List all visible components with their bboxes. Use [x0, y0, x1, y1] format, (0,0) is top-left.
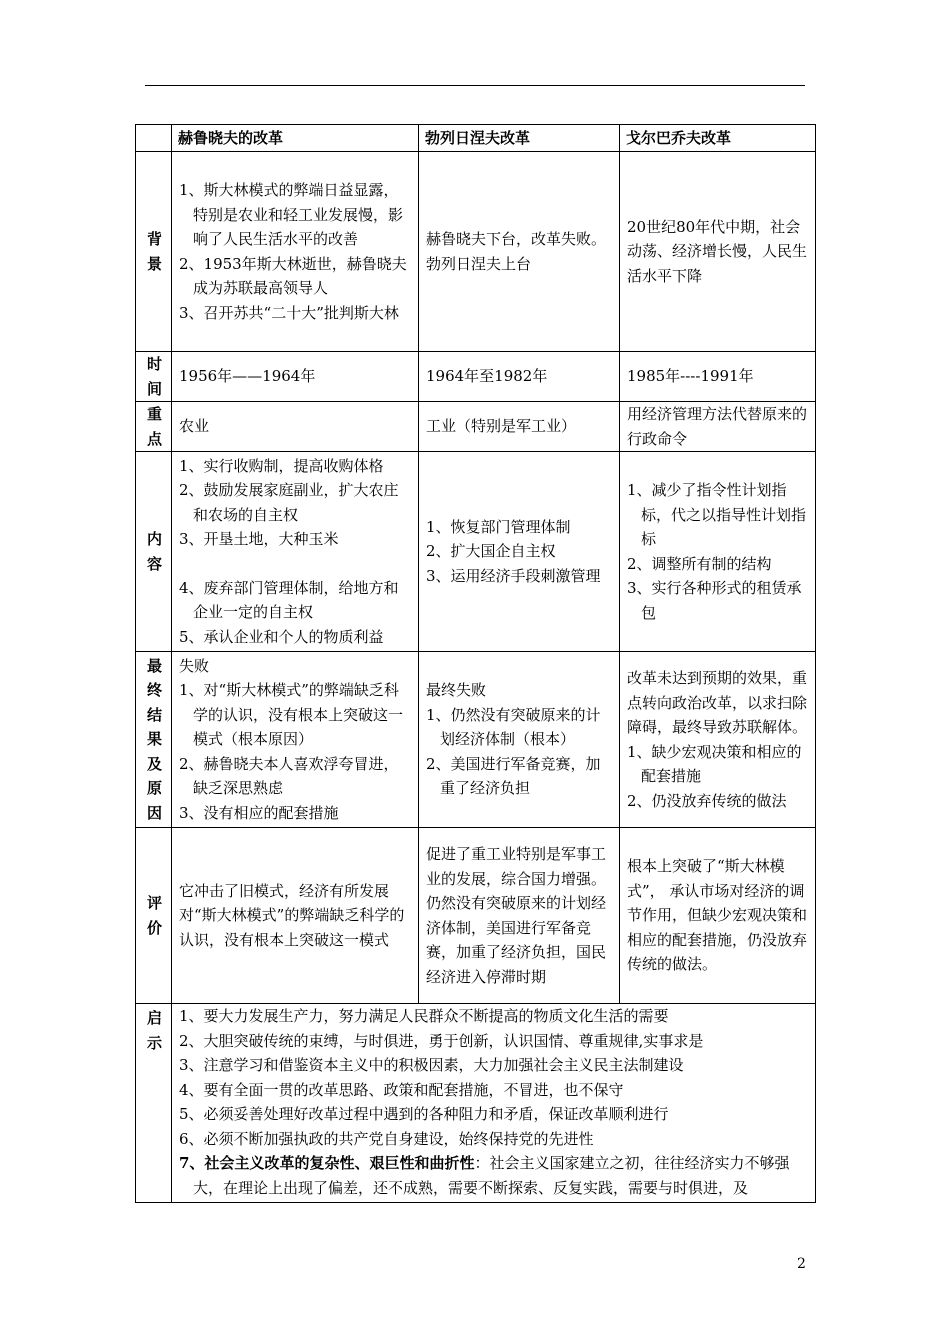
list-item: 3、实行各种形式的租赁承包 — [627, 579, 802, 622]
list-item: 1、缺少宏观决策和相应的配套措施 — [627, 742, 802, 785]
list-item: 1、对“斯大林模式”的弊端缺乏科学的认识，没有根本上突破这一模式（根本原因） — [179, 681, 404, 749]
background-brezhnev: 赫鲁晓夫下台，改革失败。勃列日涅夫上台 — [419, 152, 620, 352]
list-item: 1、减少了指令性计划指标，代之以指导性计划指标 — [627, 481, 807, 548]
table-header-row — [136, 125, 816, 152]
header-khrushchev: 赫鲁晓夫的改革 — [172, 125, 419, 152]
list-item: 3、运用经济手段刺激管理 — [426, 566, 601, 585]
result-gorbachev — [620, 652, 816, 828]
evaluation-gorbachev: 根本上突破了“斯大林模式”， 承认市场对经济的调节作用，但缺少宏观决策和相应的配套措施，仍没放弃传统的做法。 — [620, 828, 816, 1004]
list-item: 3、开垦土地，大种玉米 — [179, 530, 339, 549]
list-item: 1、恢复部门管理体制 — [426, 517, 571, 536]
row-content — [136, 452, 816, 652]
list-item: 2、调整所有制的结构 — [627, 554, 772, 573]
page-number: 2 — [797, 1256, 806, 1272]
header-gorbachev: 戈尔巴乔夫改革 — [620, 125, 816, 152]
label-time: 时间 — [136, 352, 172, 402]
label-background: 背景 — [136, 152, 172, 352]
lesson-item: 3、注意学习和借鉴资本主义中的积极因素，大力加强社会主义民主法制建设 — [179, 1056, 684, 1074]
row-background — [136, 152, 816, 352]
focus-brezhnev: 工业（特别是军工业） — [419, 402, 620, 452]
reform-comparison-table — [135, 124, 816, 1203]
focus-khrushchev: 农业 — [172, 402, 419, 452]
lesson-item: 4、要有全面一贯的改革思路、政策和配套措施，不冒进，也不保守 — [179, 1080, 624, 1099]
list-item: 2、仍没放弃传统的做法 — [627, 791, 787, 810]
header-rule — [145, 85, 805, 86]
label-lessons: 启示 — [136, 1004, 172, 1203]
row-lessons — [136, 1004, 816, 1203]
list-item: 失败 — [179, 656, 210, 675]
background-khrushchev — [172, 152, 419, 352]
result-khrushchev — [172, 652, 419, 828]
header-blank — [136, 125, 172, 152]
list-item: 5、承认企业和个人的物质利益 — [179, 627, 384, 646]
list-item: 3、没有相应的配套措施 — [179, 803, 339, 822]
list-item: 1、斯大林模式的弊端日益显露，特别是农业和轻工业发展慢，影响了人民生活水平的改善 — [179, 181, 404, 248]
list-item: 1、实行收购制，提高收购体格 — [179, 456, 384, 475]
list-item: 最终失败 — [426, 681, 487, 700]
time-brezhnev: 1964年至1982年 — [419, 352, 620, 402]
list-item: 2、赫鲁晓夫本人喜欢浮夸冒进，缺乏深思熟虑 — [179, 754, 399, 798]
header-brezhnev: 勃列日涅夫改革 — [419, 125, 620, 152]
time-gorbachev: 1985年----1991年 — [620, 352, 816, 402]
list-item: 3、召开苏共“二十大”批判斯大林 — [179, 303, 399, 322]
list-item: 它冲击了旧模式，经济有所发展 — [179, 881, 390, 900]
spacer — [179, 552, 413, 576]
label-content: 内容 — [136, 452, 172, 652]
lesson-7-text: ：社会主义国家建立之初，往往经济实力不够强大，在理论上出现了偏差，还不成熟，需要不断探索、反复实践，需要与时俱进，及 — [193, 1154, 790, 1197]
label-evaluation: 评价 — [136, 828, 172, 1004]
row-time — [136, 352, 816, 402]
focus-gorbachev: 用经济管理方法代替原来的行政命令 — [620, 402, 816, 452]
lesson-item: 5、必须妥善处理好改革过程中遇到的各种阻力和矛盾，保证改革顺利进行 — [179, 1105, 669, 1123]
list-item: 2、美国进行军备竞赛，加重了经济负担 — [426, 754, 601, 798]
evaluation-khrushchev — [172, 828, 419, 1004]
row-evaluation — [136, 828, 816, 1004]
list-item: 2、1953年斯大林逝世，赫鲁晓夫成为苏联最高领导人 — [179, 254, 407, 297]
time-khrushchev: 1956年——1964年 — [172, 352, 419, 402]
result-brezhnev — [419, 652, 620, 828]
label-focus: 重点 — [136, 402, 172, 452]
row-result — [136, 652, 816, 828]
list-item: 对“斯大林模式”的弊端缺乏科学的认识，没有根本上突破这一模式 — [179, 906, 405, 949]
lesson-item: 6、必须不断加强执政的共产党自身建设，始终保持党的先进性 — [179, 1129, 594, 1148]
row-focus — [136, 402, 816, 452]
evaluation-brezhnev: 促进了重工业特别是军事工业的发展，综合国力增强。仍然没有突破原来的计划经济体制，美国进行军备竞赛，加重了经济负担，国民经济进入停滞时期 — [419, 828, 620, 1004]
content-brezhnev — [419, 452, 620, 652]
list-item: 4、废弃部门管理体制，给地方和企业一定的自主权 — [179, 578, 399, 622]
label-result: 最终结果及原因 — [136, 652, 172, 828]
lesson-item: 1、要大力发展生产力，努力满足人民群众不断提高的物质文化生活的需要 — [179, 1007, 669, 1025]
background-gorbachev: 20世纪80年代中期，社会动荡、经济增长慢，人民生活水平下降 — [620, 152, 816, 352]
lesson-item-7 — [179, 1151, 810, 1200]
lesson-item: 2、大胆突破传统的束缚，与时俱进，勇于创新，认识国情、尊重规律,实事求是 — [179, 1031, 704, 1050]
list-item: 2、扩大国企自主权 — [426, 542, 556, 561]
list-item: 改革未达到预期的效果，重点转向政治改革，以求扫除障碍，最终导致苏联解体。 — [627, 669, 808, 736]
list-item: 2、鼓励发展家庭副业，扩大农庄和农场的自主权 — [179, 481, 399, 524]
content-khrushchev — [172, 452, 419, 652]
lessons-content — [172, 1004, 816, 1203]
content-gorbachev — [620, 452, 816, 652]
list-item: 1、仍然没有突破原来的计划经济体制（根本） — [426, 705, 601, 749]
lesson-7-bold: 7、社会主义改革的复杂性、艰巨性和曲折性 — [179, 1154, 475, 1172]
